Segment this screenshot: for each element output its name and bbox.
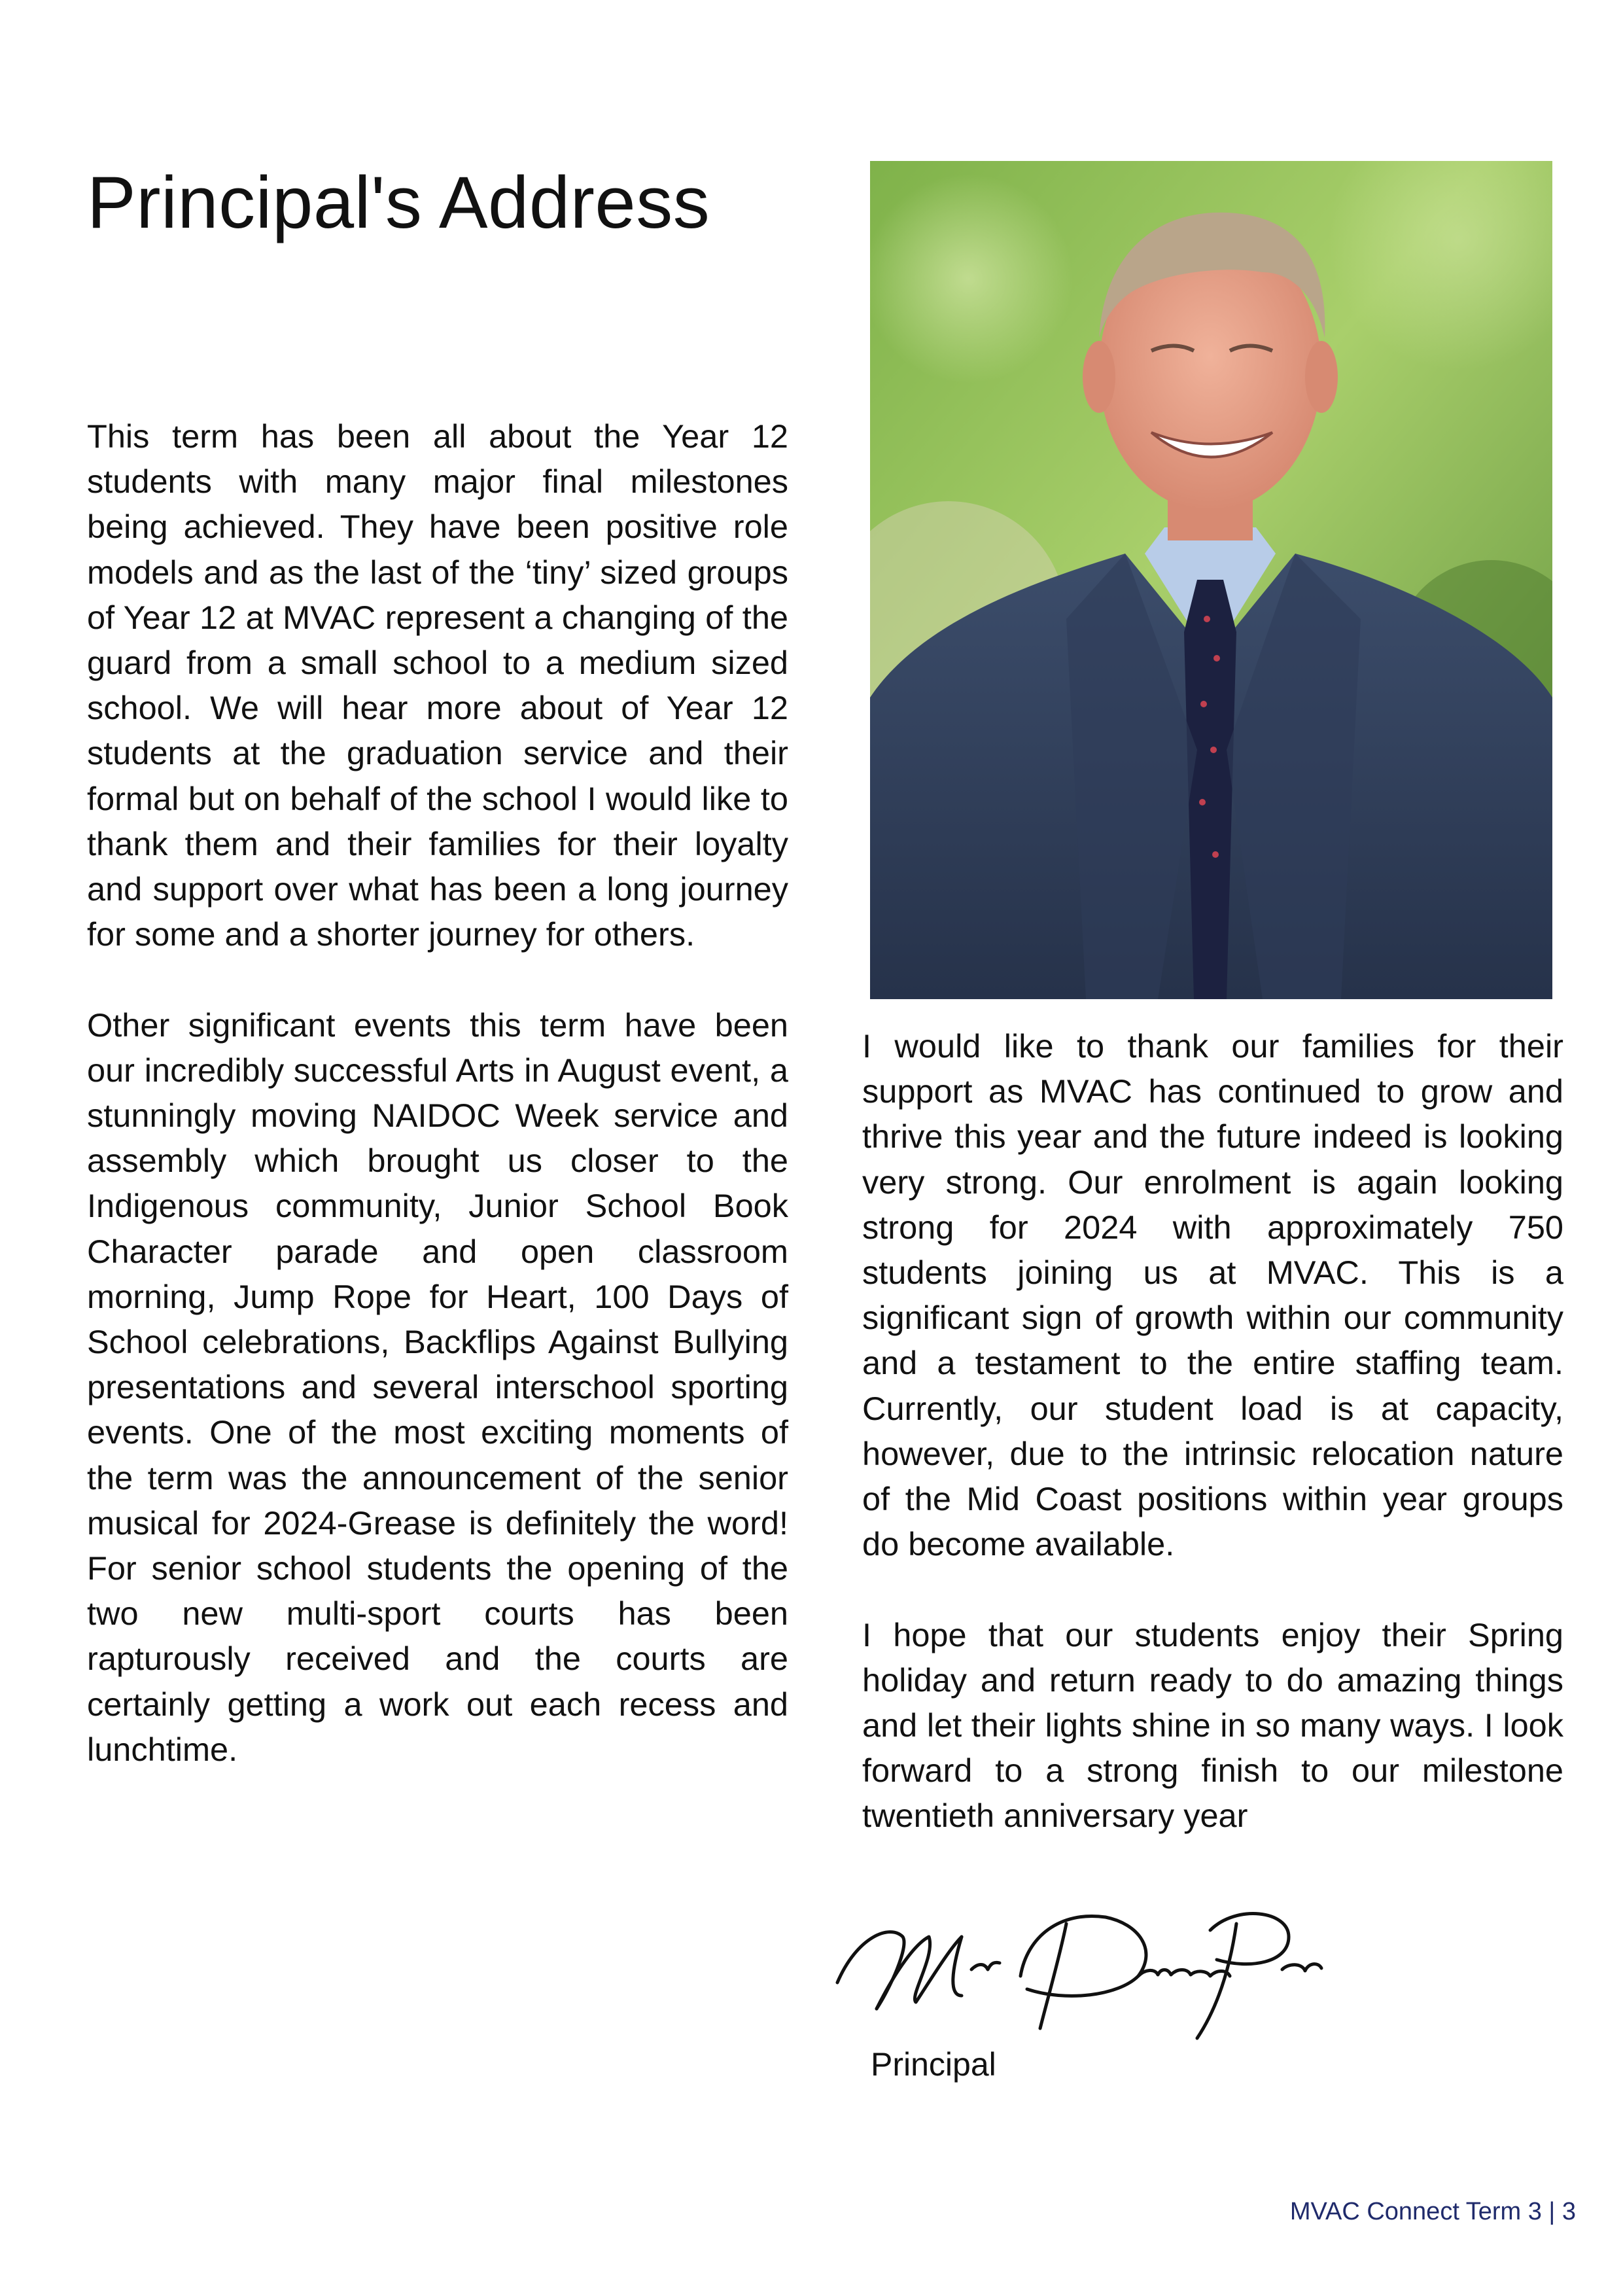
page-footer: MVAC Connect Term 3 | 3 — [1289, 2198, 1576, 2225]
left-column-text — [87, 414, 788, 1772]
principal-photo — [870, 161, 1552, 999]
paragraph-families: I would like to thank our families for their support as MVAC has continued to grow and thrive this year and the future indeed is looking very strong. Our enrolment is again looking strong for 2024 with approximately 750 students joining us at MVAC. This is a significant sign of growth within our community and a testament to the entire staffing team. Currently, our student load is at capacity, however, due to the intrinsic relocation nature of the Mid Coast positions within year groups do become available. — [862, 1027, 1563, 1563]
paragraph-closing: I hope that our students enjoy their Spring holiday and return ready to do amazing things and let their lights shine in so many ways. I look forward to a strong finish to our milestone twentieth anniversary year — [862, 1616, 1563, 1835]
paragraph-events: Other significant events this term have been our incredibly successful Arts in August event, a stunningly moving NAIDOC Week service and assembly which brought us closer to the Indigenous community, Junior School Book Character parade and open classroom morning, Jump Rope for Heart, 100 Days of School celebrations, Backflips Against Bullying presentations and several interschool sporting events. One of the most exciting moments of the term was the announcement of the senior musical for 2024-Grease is definitely the word! For senior school students the opening of the two new multi-sport courts has been rapturously received and the courts are certainly getting a work out each recess and lunchtime. — [87, 1006, 788, 1768]
role-label: Principal — [871, 2046, 996, 2083]
page-title: Principal's Address — [87, 162, 710, 243]
paragraph-year12: This term has been all about the Year 12 students with many major final milestones being achieved. They have been positive role models and as the last of the ‘tiny’ sized groups of Year 12 at MVAC represent a changing of the guard from a small school to a medium sized school. We will hear more about of Year 12 students at the graduation service and their formal but on behalf of the school I would like to thank them and their families for their loyalty and support over what has been a long journey for some and a shorter journey for others. — [87, 417, 788, 953]
right-column-text — [862, 1023, 1563, 1839]
signature — [831, 1898, 1328, 2048]
